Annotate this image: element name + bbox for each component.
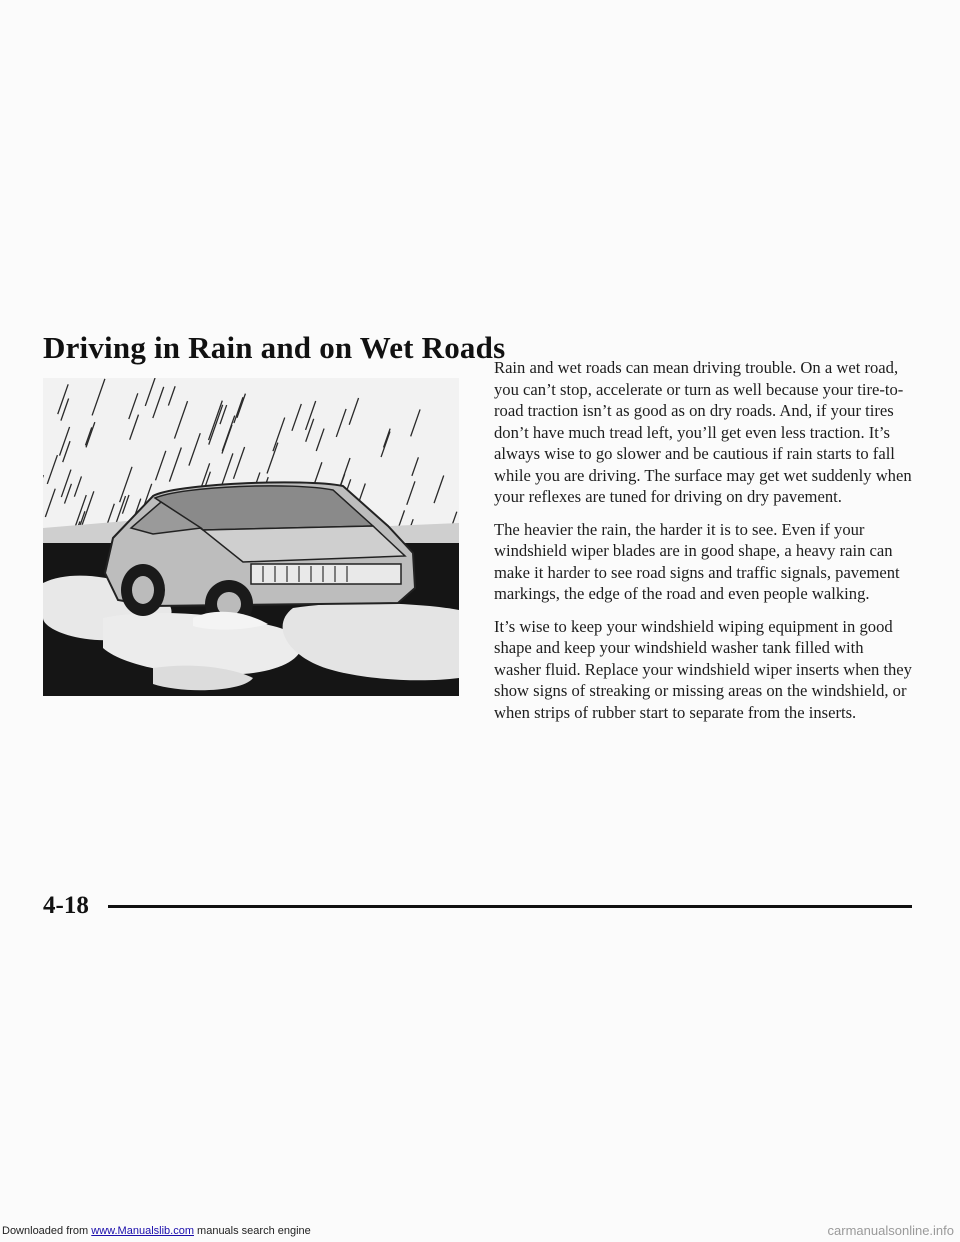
paragraph-3: It’s wise to keep your windshield wiping equipment in good shape and keep your windshield washer tank filled with washer fluid. Replace your windshield wiper inserts when they show signs of streaking or missing areas on the windshield, or when strips of rubber start to separate from the inserts.	[494, 616, 912, 722]
footer-rule	[108, 905, 912, 908]
paragraph-1: Rain and wet roads can mean driving trouble. On a wet road, you can’t stop, accelerate or turn as well because your tire-to-road traction isn’t as good as on dry roads. And, if your tires don’t have much tread left, you’ll get even less traction. It’s always wise to go slower and be cautious if rain starts to fall while you are driving. The surface may get wet suddenly when your reflexes are tuned for driving on dry pavement.	[494, 358, 912, 506]
paragraph-2: The heavier the rain, the harder it is to see. Even if your windshield wiper blades are in good shape, a heavy rain can make it harder to see road signs and traffic signals, pavement markings, the edge of the road and even people walking.	[494, 519, 900, 603]
page-number: 4-18	[43, 892, 89, 919]
body-text	[494, 357, 914, 734]
page-title: Driving in Rain and on Wet Roads	[43, 330, 506, 365]
manualslib-link[interactable]: www.Manualslib.com	[91, 1225, 194, 1237]
car-in-rain-illustration	[43, 378, 459, 696]
watermark: carmanualsonline.info	[827, 1223, 954, 1238]
footer-prefix: Downloaded from	[2, 1225, 92, 1237]
download-footer	[2, 1225, 311, 1237]
footer-suffix: manuals search engine	[193, 1225, 311, 1237]
